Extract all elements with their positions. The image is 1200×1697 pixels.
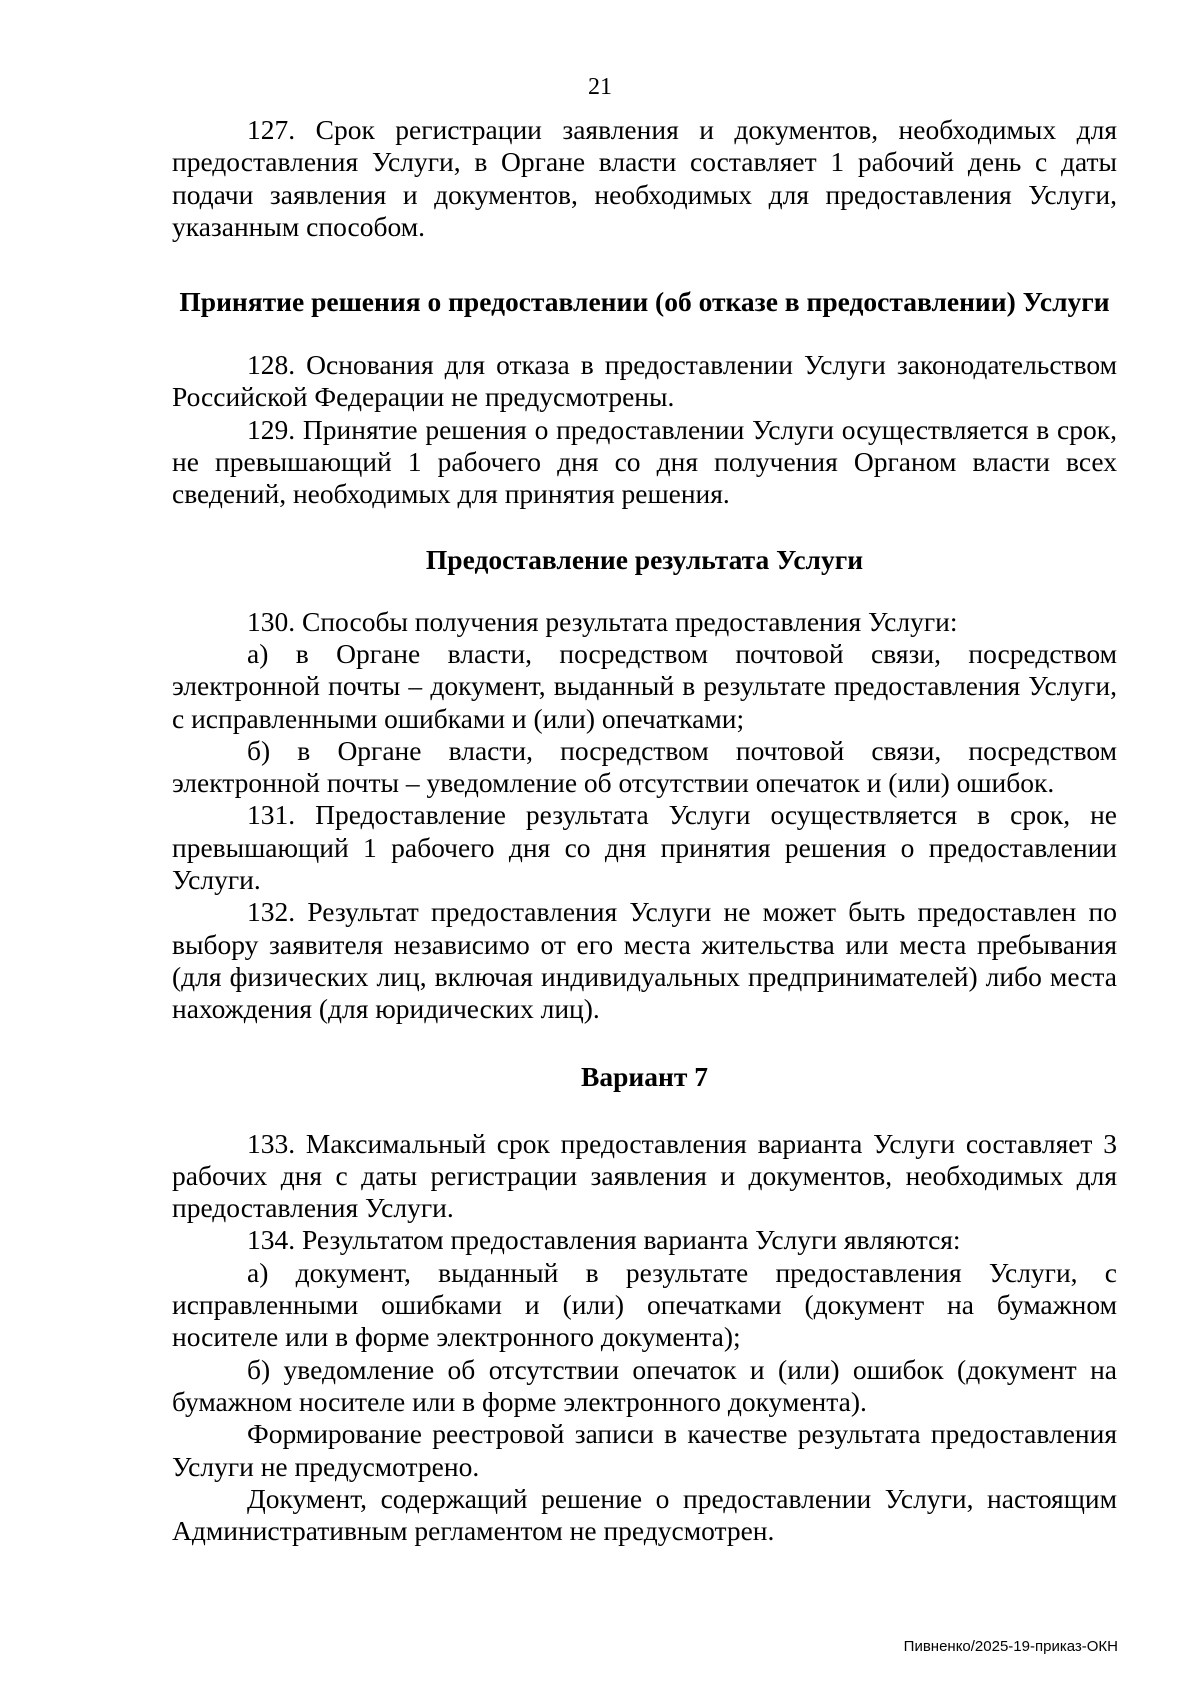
paragraph-133: 133. Максимальный срок предоставления варианта Услуги составляет 3 рабочих дня с даты регистрации заявления и документов, необходимых для предоставления Услуги. bbox=[172, 1127, 1117, 1224]
section-heading-decision: Принятие решения о предоставлении (об отказе в предоставлении) Услуги bbox=[179, 286, 1110, 318]
paragraph-130-b: б) в Органе власти, посредством почтовой связи, посредством электронной почты – уведомление об отсутствии опечаток и (или) ошибок. bbox=[172, 734, 1117, 799]
page-number: 21 bbox=[588, 74, 612, 100]
paragraph-129: 129. Принятие решения о предоставлении Услуги осуществляется в срок, не превышающий 1 рабочего дня со дня получения Органом власти всех сведений, необходимых для принятия решения. bbox=[172, 413, 1117, 510]
section-heading-result: Предоставление результата Услуги bbox=[425, 543, 864, 575]
paragraph-134-a: а) документ, выданный в результате предоставления Услуги, с исправленными ошибками и (или) опечатками (документ на бумажном носителе или в форме электронного документа); bbox=[172, 1256, 1117, 1353]
paragraph-130: 130. Способы получения результата предоставления Услуги: bbox=[247, 605, 958, 637]
paragraph-131: 131. Предоставление результата Услуги осуществляется в срок, не превышающий 1 рабочего дня со дня принятия решения о предоставлении Услуги. bbox=[172, 799, 1117, 896]
paragraph-134-b: б) уведомление об отсутствии опечаток и (или) ошибок (документ на бумажном носителе или в форме электронного документа). bbox=[172, 1353, 1117, 1417]
paragraph-127: 127. Срок регистрации заявления и документов, необходимых для предоставления Услуги, в Органе власти составляет 1 рабочий день с даты подачи заявления и документов, необходимых для предоставления Услуги, указанным способом. bbox=[172, 114, 1117, 242]
section-heading-variant: Вариант 7 bbox=[581, 1060, 708, 1092]
paragraph-decision-document: Документ, содержащий решение о предоставлении Услуги, настоящим Административным регламентом не предусмотрен. bbox=[172, 1482, 1117, 1547]
document-body bbox=[172, 114, 1117, 1547]
paragraph-130-a: а) в Органе власти, посредством почтовой связи, посредством электронной почты – документ, выданный в результате предоставления Услуги, с исправленными ошибками и (или) опечатками; bbox=[172, 637, 1117, 734]
paragraph-132: 132. Результат предоставления Услуги не может быть предоставлен по выбору заявителя независимо от его места жительства или места пребывания (для физических лиц, включая индивидуальных предпринимателей) либо места нахождения (для юридических лиц). bbox=[172, 896, 1117, 1025]
document-footer-code: Пивненко/2025-19-приказ-ОКН bbox=[903, 1638, 1118, 1655]
paragraph-128: 128. Основания для отказа в предоставлении Услуги законодательством Российской Федерации не предусмотрены. bbox=[172, 349, 1117, 413]
paragraph-registry-record: Формирование реестровой записи в качестве результата предоставления Услуги не предусмотрено. bbox=[172, 1418, 1117, 1482]
paragraph-134: 134. Результатом предоставления варианта Услуги являются: bbox=[247, 1224, 961, 1256]
